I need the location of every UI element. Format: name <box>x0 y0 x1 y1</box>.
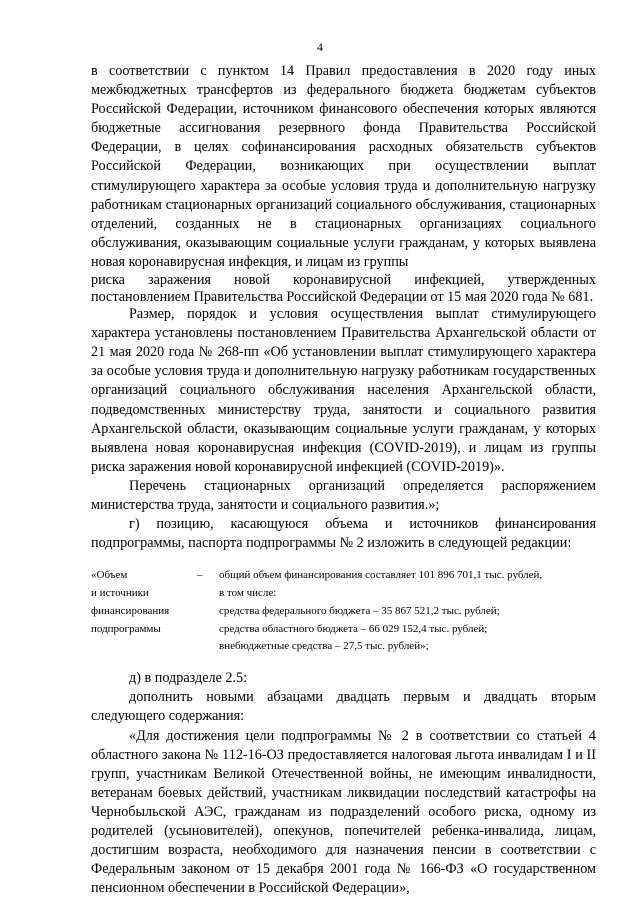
financing-federal: средства федерального бюджета – 35 867 521,2 тыс. рублей; <box>219 604 500 617</box>
financing-extrabudgetary: внебюджетные средства – 27,5 тыс. рублей»; <box>219 640 429 653</box>
financing-label <box>91 567 197 656</box>
document-body <box>91 62 596 898</box>
financing-regional: средства областного бюджета – 66 029 152,4 тыс. рублей; <box>219 622 488 635</box>
page-number: 4 <box>317 40 323 54</box>
financing-dash: – <box>197 569 203 582</box>
financing-total: общий объем финансирования составляет 101 896 701,1 тыс. рублей, <box>219 569 543 582</box>
paragraph-legal-basis-end: риска заражения новой коронавирусной инфекцией, утвержденных постановлением Правительства Российской Федерации от 15 мая 2020 года № 681. <box>91 272 596 305</box>
paragraph-legal-basis: в соответствии с пунктом 14 Правил предоставления в 2020 году иных межбюджетных трансфертов из федерального бюджета бюджетам субъектов Российской Федерации, источником финансового обеспечения которых являются бюджетные ассигнования резервного фонда Правительства Российской Федерации, в целях софинансирования расходных обязательств субъектов Российской Федерации, возникающих при осуществлении выплат стимулирующего характера за особые условия труда и дополнительную нагрузку работникам стационарных организаций социального обслуживания, стационарных отделений, созданных не в стационарных организациях социального обслуживания, оказывающим социальные услуги гражданам, у которых выявлена новая коронавирусная инфекция, и лицам из группы <box>91 63 596 270</box>
paragraph-item-g: г) позицию, касающуюся объема и источников финансирования подпрограммы, паспорта подпрограммы № 2 изложить в следующей редакции: <box>91 516 596 552</box>
financing-table <box>91 567 596 656</box>
financing-label-line: «Объем <box>91 569 128 582</box>
financing-label-line: и источники <box>91 587 149 600</box>
paragraph-payment-conditions: Размер, порядок и условия осуществления выплат стимулирующего характера установлены постановлением Правительства Архангельской области от 21 мая 2020 года № 268-пп «Об установлении выплат стимулирующего характера за особые условия труда и дополнительную нагрузку работникам государственных организаций социального обслуживания населения Архангельской области, подведомственных министерству труда, занятости и социального развития Архангельской области, оказывающим социальные услуги гражданам, у которых выявлена новая коронавирусная инфекция (COVID-2019), и лицам из группы риска заражения новой коронавирусной инфекцией (COVID-2019)». <box>91 306 596 475</box>
paragraph-add-paragraphs: дополнить новыми абзацами двадцать первым и двадцать вторым следующего содержания: <box>91 689 596 725</box>
financing-including: в том числе: <box>219 587 277 600</box>
financing-label-line: подпрограммы <box>91 622 161 635</box>
paragraph-organizations-list: Перечень стационарных организаций определяется распоряжением министерства труда, занятости и социального развития.»; <box>91 477 596 513</box>
paragraph-item-d: д) в подразделе 2.5: <box>129 670 248 687</box>
financing-label-line: финансирования <box>91 604 170 617</box>
financing-values <box>219 567 596 656</box>
paragraph-tax-benefit: «Для достижения цели подпрограммы № 2 в соответствии со статьей 4 областного закона № 112-16-ОЗ предоставляется налоговая льгота инвалидам I и II групп, участникам Великой Отечественной войны, не имеющим инвалидности, ветеранам боевых действий, участникам ликвидации последствий катастрофы на Чернобыльской АЭС, гражданам из подразделений особого риска, одному из родителей (усыновителей), опекунов, попечителей ребенка-инвалида, лицам, достигшим возраста, необходимого для назначения пенсии в соответствии с Федеральным законом от 15 декабря 2001 года № 166-ФЗ «О государственном пенсионном обеспечении в Российской Федерации», <box>91 727 596 897</box>
